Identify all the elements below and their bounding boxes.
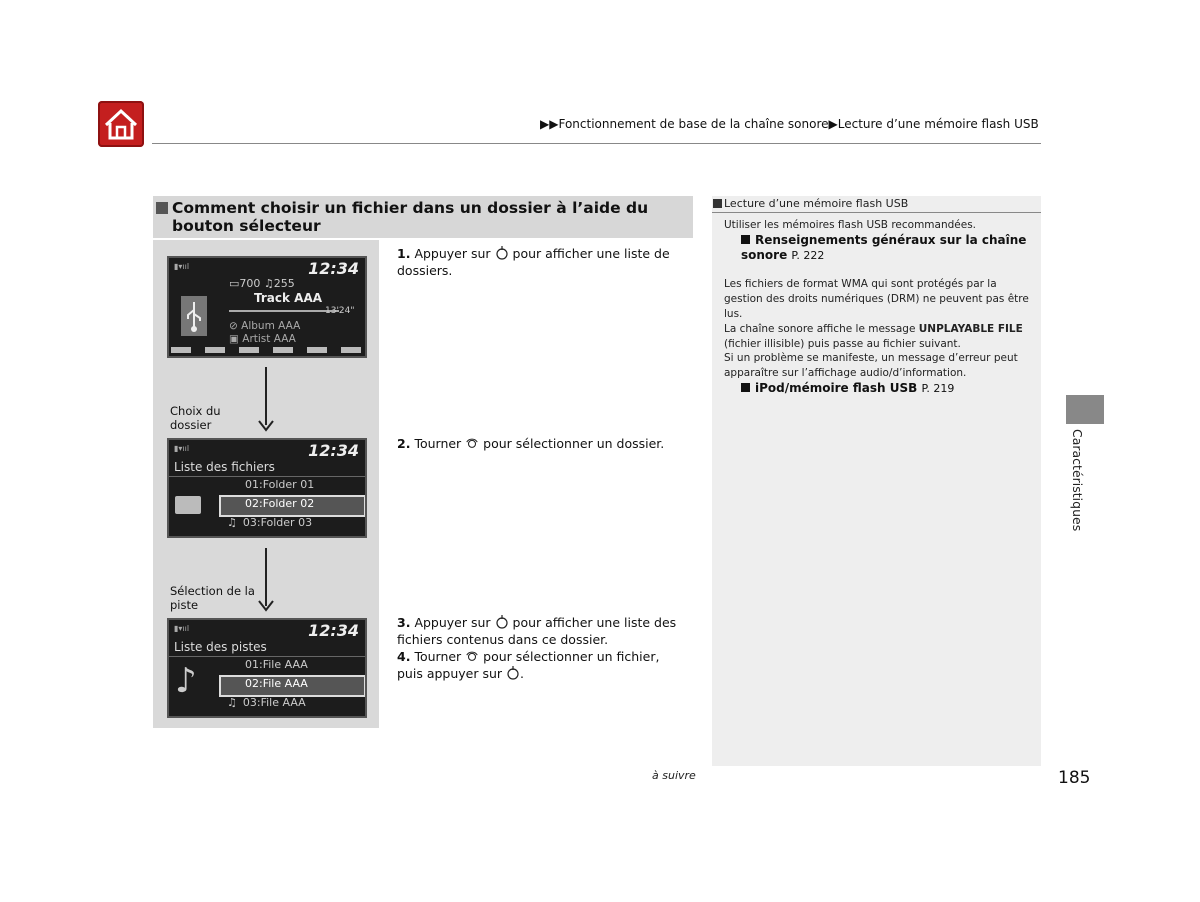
breadcrumb-arrow-icon: ▶ — [828, 117, 838, 131]
home-icon — [98, 101, 144, 147]
folder-count: 700 — [239, 277, 261, 290]
track-name: Track AAA — [254, 291, 323, 305]
breadcrumb-item[interactable]: Lecture d’une mémoire flash USB — [837, 117, 1039, 131]
home-button[interactable] — [98, 101, 144, 147]
clock: 12:34 — [308, 621, 359, 640]
step-1: 1. Appuyer sur pour afficher une liste de dossiers. — [397, 246, 670, 278]
breadcrumb — [540, 117, 1039, 131]
press-knob-icon — [495, 615, 509, 629]
step-4: 4. Tourner pour sélectionner un fichier, puis appuyer sur . — [397, 649, 660, 681]
down-arrow-icon — [265, 548, 267, 606]
list-title: Liste des pistes — [174, 640, 267, 654]
side-note-heading: Lecture d’une mémoire flash USB — [712, 196, 1041, 213]
signal-icon: ▮▾ııl — [174, 624, 190, 633]
soft-key[interactable] — [239, 347, 259, 353]
section-title: Comment choisir un fichier dans un dossier à l’aide du bouton sélecteur — [172, 199, 649, 235]
breadcrumb-arrow-icon: ▶▶ — [540, 117, 559, 131]
display-folder-list — [167, 438, 367, 538]
display-track-list — [167, 618, 367, 718]
list-item[interactable]: ♫ 03:Folder 03 — [227, 516, 313, 529]
list-item[interactable]: 01:File AAA — [245, 658, 308, 671]
folder-icon — [175, 496, 201, 514]
reference-arrow-icon — [741, 383, 750, 392]
soft-key[interactable] — [205, 347, 225, 353]
list-item[interactable]: ♫ 03:File AAA — [227, 696, 306, 709]
arrowhead-icon — [258, 600, 274, 612]
display-now-playing — [167, 256, 367, 358]
cross-reference-link[interactable]: Renseignements généraux sur la chaîne sonore P. 222 — [741, 233, 1027, 262]
chapter-tab-label: Caractéristiques — [1070, 429, 1085, 532]
album-icon: ⊘ — [229, 320, 238, 332]
list-item[interactable]: 02:File AAA — [245, 677, 308, 690]
clock: 12:34 — [308, 259, 359, 278]
section-heading — [153, 196, 693, 238]
soft-key[interactable] — [171, 347, 191, 353]
list-item[interactable]: 02:Folder 02 — [245, 497, 315, 510]
clock: 12:34 — [308, 441, 359, 460]
cross-reference-link[interactable]: iPod/mémoire flash USB P. 219 — [741, 381, 1031, 396]
soft-key-bar — [171, 347, 361, 355]
arrowhead-icon — [258, 420, 274, 432]
soft-key[interactable] — [273, 347, 293, 353]
list-title: Liste des fichiers — [174, 460, 275, 474]
down-arrow-icon — [265, 367, 267, 425]
rotate-knob-icon — [465, 649, 479, 663]
artist-name: ▣ Artist AAA — [229, 333, 296, 345]
soft-key[interactable] — [307, 347, 327, 353]
continued-label: à suivre — [652, 769, 696, 782]
breadcrumb-item[interactable]: Fonctionnement de base de la chaîne sonore — [558, 117, 829, 131]
elapsed-time: 13'24" — [325, 306, 355, 316]
note-icon: ♫ — [227, 696, 237, 709]
track-count: 255 — [273, 277, 295, 290]
list-item[interactable]: 01:Folder 01 — [245, 478, 315, 491]
signal-icon: ▮▾ııl — [174, 262, 190, 271]
usb-icon — [181, 296, 207, 336]
note-icon: ♫ — [263, 277, 274, 290]
step-2: 2. Tourner pour sélectionner un dossier. — [397, 436, 665, 451]
side-note-p2: Les fichiers de format WMA qui sont protégés par la gestion des droits numériques (DRM) ne peuvent pas être lus. La chaîne sonore affiche le message UNPLAYABLE FILE (fichier illisible) puis passe au fichier suivant. — [724, 278, 1029, 350]
progress-bar — [229, 310, 339, 312]
note-marker-icon — [713, 199, 722, 208]
chapter-tab[interactable] — [1066, 395, 1104, 424]
note-icon: ♫ — [227, 516, 237, 529]
music-note-icon: ♪ — [175, 661, 197, 701]
caption-track-selection: Sélection de la piste — [170, 584, 255, 612]
folder-icon: ▭ — [229, 277, 240, 290]
caption-folder-choice: Choix du dossier — [170, 404, 221, 432]
reference-arrow-icon — [741, 235, 750, 244]
album-name: ⊘ Album AAA — [229, 320, 301, 332]
soft-key[interactable] — [341, 347, 361, 353]
header-divider — [152, 143, 1041, 144]
side-note-p3: Si un problème se manifeste, un message d’erreur peut apparaître sur l’affichage audio/d’information. — [724, 352, 1018, 379]
page-number: 185 — [1058, 768, 1091, 788]
artist-icon: ▣ — [229, 333, 239, 345]
heading-square-icon — [156, 202, 168, 214]
step-3: 3. Appuyer sur pour afficher une liste des fichiers contenus dans ce dossier. — [397, 615, 677, 647]
press-knob-icon — [506, 666, 520, 680]
side-note-p1: Utiliser les mémoires flash USB recommandées. — [724, 219, 977, 231]
rotate-knob-icon — [465, 436, 479, 450]
press-knob-icon — [495, 246, 509, 260]
signal-icon: ▮▾ııl — [174, 444, 190, 453]
